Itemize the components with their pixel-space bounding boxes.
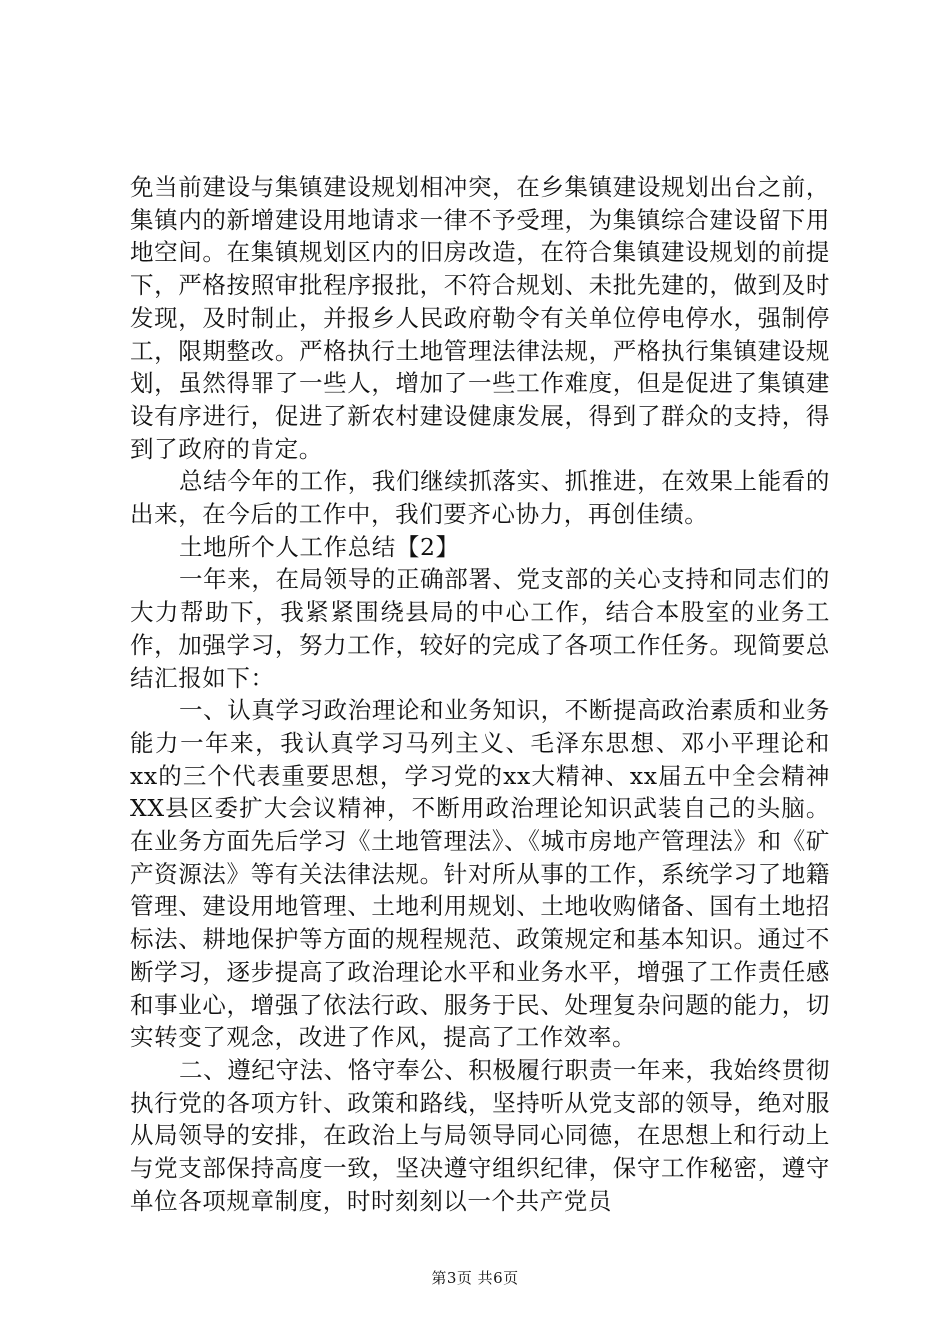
- body-paragraph-5: 二、遵纪守法、恪守奉公、积极履行职责一年来，我始终贯彻执行党的各项方针、政策和路线，坚持听从党支部的领导，绝对服从局领导的安排，在政治上与局领导同心同德，在思想上和行动上与党支部保持高度一致，坚决遵守组织纪律，保守工作秘密，遵守单位各项规章制度，时时刻刻以一个共产党员: [130, 1055, 830, 1215]
- body-paragraph-3: 一年来，在局领导的正确部署、党支部的关心支持和同志们的大力帮助下，我紧紧围绕县局的中心工作，结合本股室的业务工作，加强学习，努力工作，较好的完成了各项工作任务。现简要总结汇报如下：: [130, 565, 830, 692]
- body-paragraph-1: 免当前建设与集镇建设规划相冲突，在乡集镇建设规划出台之前，集镇内的新增建设用地请求一律不予受理，为集镇综合建设留下用地空间。在集镇规划区内的旧房改造，在符合集镇建设规划的前提下，严格按照审批程序报批，不符合规划、未批先建的，做到及时发现，及时制止，并报乡人民政府勒令有关单位停电停水，强制停工，限期整改。严格执行土地管理法律法规，严格执行集镇建设规划，虽然得罪了一些人，增加了一些工作难度，但是促进了集镇建设有序进行，促进了新农村建设健康发展，得到了群众的支持，得到了政府的肯定。: [130, 173, 830, 463]
- body-paragraph-2: 总结今年的工作，我们继续抓落实、抓推进，在效果上能看的出来，在今后的工作中，我们要齐心协力，再创佳绩。: [130, 467, 830, 529]
- section-heading: 土地所个人工作总结【2】: [179, 532, 460, 561]
- document-body: [130, 171, 830, 1218]
- body-paragraph-4: 一、认真学习政治理论和业务知识，不断提高政治素质和业务能力一年来，我认真学习马列主义、毛泽东思想、邓小平理论和xx的三个代表重要思想，学习党的xx大精神、xx届五中全会精神XX县区委扩大会议精神，不断用政治理论知识武装自己的头脑。在业务方面先后学习《土地管理法》、《城市房地产管理法》和《矿产资源法》等有关法律法规。针对所从事的工作，系统学习了地籍管理、建设用地管理、土地利用规划、土地收购储备、国有土地招标法、耕地保护等方面的规程规范、政策规定和基本知识。通过不断学习，逐步提高了政治理论水平和业务水平，增强了工作责任感和事业心，增强了依法行政、服务于民、处理复杂问题的能力，切实转变了观念，改进了作风，提高了工作效率。: [130, 696, 830, 1052]
- page-number-footer: 第3页 共6页: [431, 1269, 519, 1287]
